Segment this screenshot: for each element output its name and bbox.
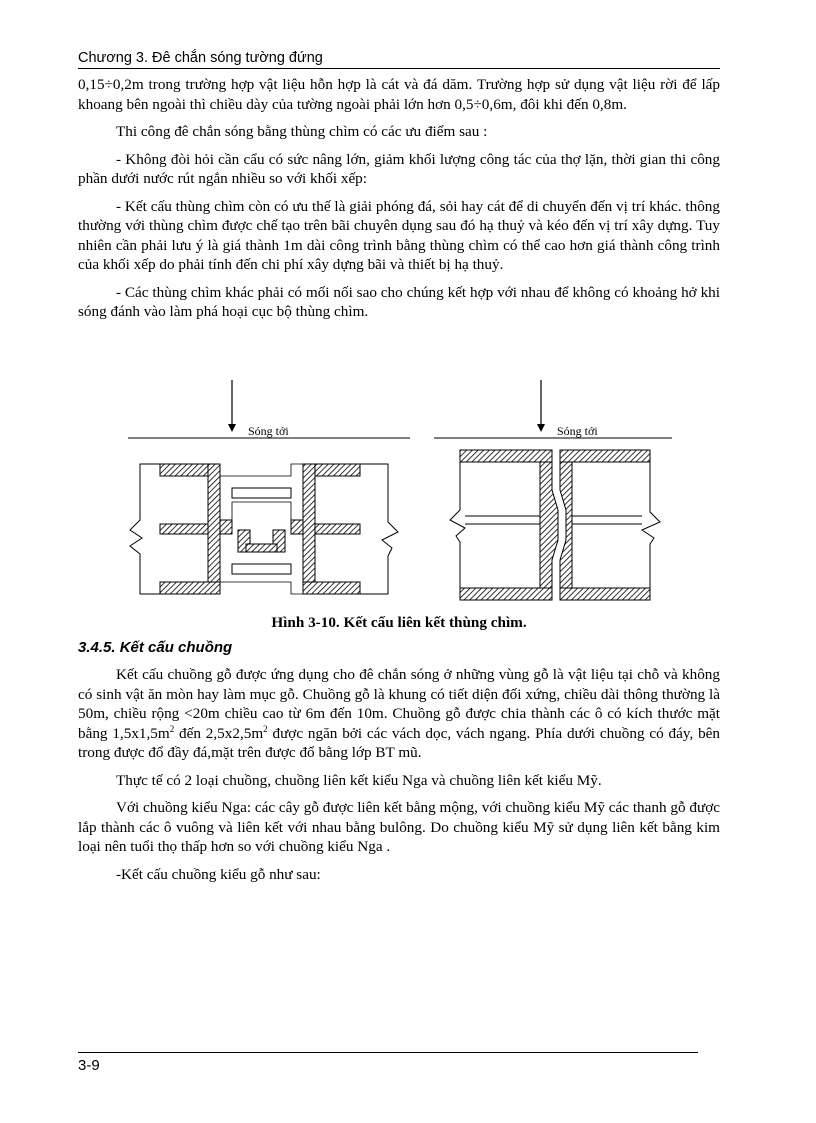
section-text	[78, 665, 720, 884]
paragraph: Thực tế có 2 loại chuồng, chuồng liên kết kiểu Nga và chuồng liên kết kiểu Mỹ.	[116, 771, 602, 789]
paragraph: Với chuồng kiểu Nga: các cây gỗ được liên kết bằng mộng, với chuồng kiểu Mỹ các thanh gỗ được lắp thành các ô vuông và liên kết với nhau bằng bulông. Do chuồng kiểu Mỹ sử dụng liên kết bằng kim loại nên tuổi thọ thấp hơn so với chuồng kiểu Nga .	[78, 799, 720, 855]
right-diagram	[434, 380, 672, 600]
left-diagram	[128, 380, 410, 594]
page-header	[78, 50, 720, 69]
paragraph: Kết cấu chuồng gỗ được ứng dụng cho đê chắn sóng ở những vùng gỗ là vật liệu tại chỗ và không có sinh vật ăn mòn hay làm mục gỗ. Chuồng gỗ là khung có tiết diện đối xứng, chiều dài thông thường là 50m, chiều rộng <20m chiều cao từ 6m đến 10m. Chuồng gỗ được chia thành các ô có kích thước mặt bằng $1,5x1,5m^2$ đến $2,5x2,5m^2$ được ngăn bởi các vách dọc, vách ngang. Phía dưới chuồng có đáy, bên trong được đổ đầy đá,mặt trên được đổ bằng lớp BT mũ.	[78, 666, 720, 761]
paragraph: - Kết cấu thùng chìm còn có ưu thế là giải phóng đá, sỏi hay cát để di chuyển đến vị trí khác. thông thường với thùng chìm được chế tạo trên bãi chuyên dụng sau đó hạ thuỷ và kéo đến vị trí xây dựng. Tuy nhiên cần phải lưu ý là giá thành 1m dài công trình bằng thùng chìm có thể cao hơn giá thành công trình của khối xếp do phải tính đến chi phí xây dựng bãi và thiết bị hạ thuỷ.	[78, 197, 720, 273]
paragraph: - Không đòi hỏi cần cẩu có sức nâng lớn, giảm khối lượng công tác của thợ lặn, thời gian thi công phần dưới nước rút ngắn nhiều so với khối xếp:	[78, 150, 720, 187]
paragraph: -Kết cấu chuồng kiểu gỗ như sau:	[116, 865, 321, 883]
page-number: 3-9	[78, 1057, 100, 1074]
figure-caption: Hình 3-10. Kết cấu liên kết thùng chìm.	[271, 614, 527, 631]
chapter-title: Chương 3. Đê chắn sóng tường đứng	[78, 50, 323, 66]
paragraph: - Các thùng chìm khác phải có mối nối sao cho chúng kết hợp với nhau để không có khoảng hở khi sóng đánh vào làm phá hoại cục bộ thùng chìm.	[78, 283, 720, 320]
wave-label-right: Sóng tới	[557, 424, 598, 438]
intro-text	[78, 75, 720, 322]
footer-rule	[78, 1052, 698, 1053]
paragraph: 0,15÷0,2m trong trường hợp vật liệu hỗn hợp là cát và đá dăm. Trường hợp sử dụng vật liệu rời để lấp khoang bên ngoài thì chiều dày của tường ngoài phải lớn hơn 0,5÷0,6m, đôi khi đến 0,8m.	[78, 76, 720, 113]
section-heading: 3.4.5. Kết cấu chuồng	[78, 639, 233, 656]
caisson-joint-figure	[120, 372, 680, 612]
wave-label-left: Sóng tới	[248, 424, 289, 438]
paragraph: Thi công đê chắn sóng bằng thùng chìm có các ưu điểm sau :	[116, 123, 488, 140]
